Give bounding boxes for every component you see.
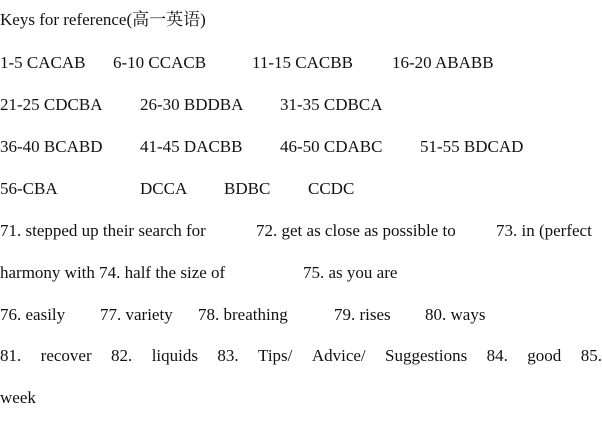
fill-answer: 73. in (perfect xyxy=(496,221,592,240)
fill-answer: 72. get as close as possible to xyxy=(256,221,456,240)
answer-group: 21-25 CDCBA xyxy=(0,95,103,114)
answer-group: BDBC xyxy=(224,179,271,198)
answer-group: 1-5 CACAB xyxy=(0,53,86,72)
fill-word: recover xyxy=(40,346,92,365)
answer-group: 31-35 CDBCA xyxy=(280,95,383,114)
fill-answer: 78. breathing xyxy=(198,305,288,324)
fill-word: good xyxy=(527,346,562,365)
fill-answer: 79. rises xyxy=(334,305,391,324)
fill-answer: 75. as you are xyxy=(303,263,398,282)
fill-answer: harmony with 74. half the size of xyxy=(0,263,226,282)
answer-group: 11-15 CACBB xyxy=(252,53,353,72)
fill-answer: 80. ways xyxy=(425,305,486,324)
answer-group: 26-30 BDDBA xyxy=(140,95,244,114)
fill-answer: week xyxy=(0,388,36,407)
fill-answer: 76. easily xyxy=(0,305,66,324)
fill-word: Tips/ xyxy=(258,346,293,365)
fill-answer: 71. stepped up their search for xyxy=(0,221,206,240)
answer-group: 6-10 CCACB xyxy=(113,53,207,72)
fill-word: Advice/ xyxy=(311,346,366,365)
fill-word: 81. xyxy=(0,346,22,365)
fill-line-justified xyxy=(0,346,602,366)
fill-word: 83. xyxy=(217,346,239,365)
answer-group: 46-50 CDABC xyxy=(280,137,383,156)
answer-group: CCDC xyxy=(308,179,355,198)
answer-group: DCCA xyxy=(140,179,188,198)
fill-word: 82. xyxy=(111,346,133,365)
fill-word: 85. xyxy=(580,346,602,365)
fill-word: 84. xyxy=(486,346,508,365)
fill-answer: 77. variety xyxy=(100,305,173,324)
answer-group: 41-45 DACBB xyxy=(140,137,243,156)
answer-group: 56-CBA xyxy=(0,179,58,198)
fill-word: liquids xyxy=(151,346,198,365)
answer-group: 36-40 BCABD xyxy=(0,137,103,156)
answer-group: 16-20 ABABB xyxy=(392,53,494,72)
answer-group: 51-55 BDCAD xyxy=(420,137,524,156)
document-title: Keys for reference(高一英语) xyxy=(0,10,206,29)
fill-word: Suggestions xyxy=(385,346,468,365)
